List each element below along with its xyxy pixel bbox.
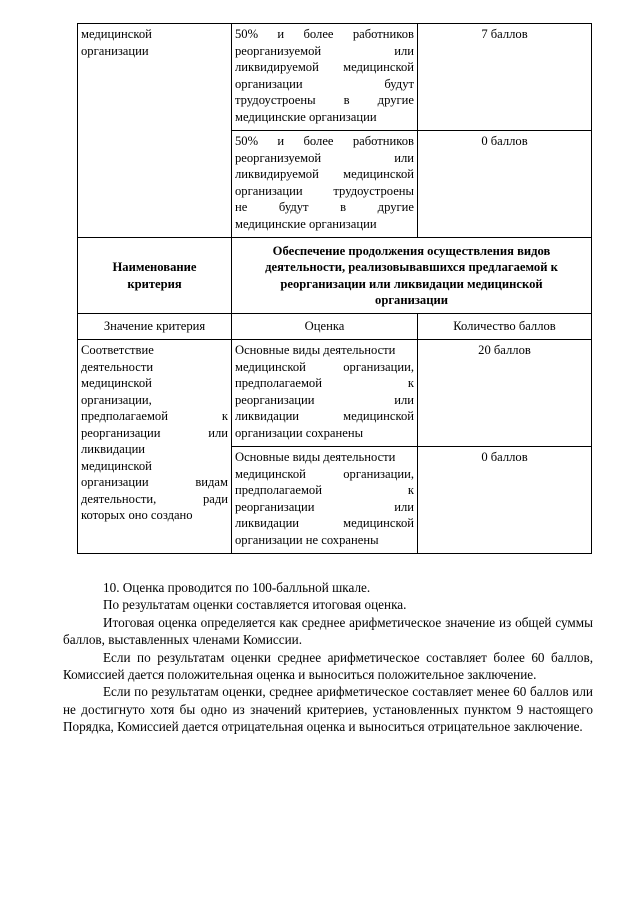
column-headers-row [78,314,592,340]
criterion-cell: медицинской организации [78,24,232,238]
column-header: Значение критерия [78,314,232,340]
table-header-row [78,238,592,314]
assessment-cell: 50% и более работников реорганизуемой или ликвидируемой медицинской организации будут трудоустроены в другие медицинские организации [232,24,418,131]
table-row [78,24,592,131]
assessment-cell: 50% и более работников реорганизуемой или ликвидируемой медицинской организации трудоустроены не будут в другие медицинские организации [232,131,418,238]
score-cell: 0 баллов [418,447,592,554]
paragraph: Если по результатам оценки, среднее арифметическое составляет менее 60 баллов или не достигнуто хотя бы одно из значений критериев, установленных пунктом 9 настоящего Порядка, Комиссией дается отрицательная оценка и выноситься отрицательное заключение. [63,684,593,735]
column-header: Оценка [232,314,418,340]
assessment-cell: Основные виды деятельности медицинской организации, предполагаемой к реорганизации или ликвидации медицинской организации сохранены [232,340,418,447]
criterion-name-label: Наименование критерия [78,238,232,314]
paragraph: Итоговая оценка определяется как среднее арифметическое значение из общей суммы баллов, выставленных членами Комиссии. [63,614,593,648]
criterion-cell: Соответствие деятельности медицинской организации, предполагаемой к реорганизации или ликвидации медицинской организации видам деятельности, ради которых оно создано [78,340,232,554]
column-header: Количество баллов [418,314,592,340]
paragraph: По результатам оценки составляется итоговая оценка. [103,597,407,613]
score-cell: 7 баллов [418,24,592,131]
criterion-name-value: Обеспечение продолжения осуществления видов деятельности, реализовывавшихся предлагаемой к реорганизации или ликвидации медицинской организации [232,238,592,314]
score-cell: 20 баллов [418,340,592,447]
score-cell: 0 баллов [418,131,592,238]
table-row [78,340,592,447]
criteria-table [77,23,592,554]
paragraph: Если по результатам оценки среднее арифметическое составляет более 60 баллов, Комиссией дается положительная оценка и выноситься положительное заключение. [63,649,593,683]
assessment-cell: Основные виды деятельности медицинской организации, предполагаемой к реорганизации или ликвидации медицинской организации не сохранены [232,447,418,554]
paragraph: 10. Оценка проводится по 100-балльной шкале. [103,580,371,595]
body-text [63,579,593,736]
